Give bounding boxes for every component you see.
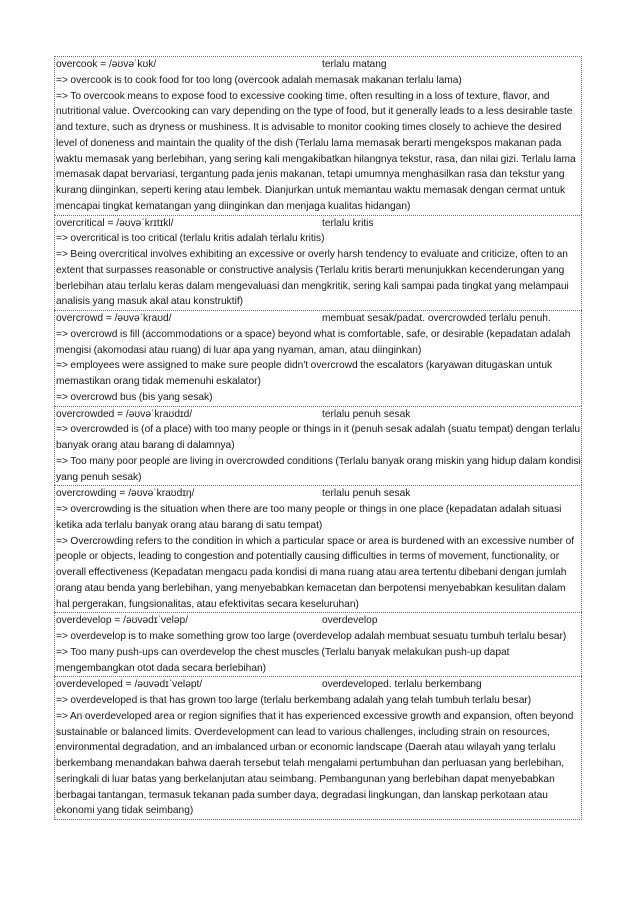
entry-definition: => overcrowding is the situation when there are too many people or things in one place (kepadatan adalah situasi ketika ada terlalu banyak orang atau barang di satu tempat): [56, 504, 562, 531]
entry-term: overcrowd = /əʊvəˈkraʊd/: [56, 313, 172, 324]
entry-overdevelop: [54, 612, 582, 676]
entry-overcook: [54, 56, 582, 215]
entry-term: overcritical = /əʊvəˈkrɪtɪkl/: [56, 217, 174, 229]
entry-meaning: membuat sesak/padat. overcrowded terlalu penuh.: [322, 313, 551, 324]
entry-overcrowded: [54, 406, 582, 486]
entry-header: [56, 311, 581, 327]
entry-term: overcrowded = /əʊvəˈkraʊdɪd/: [56, 408, 193, 420]
entry-example: => overcrowd bus (bis yang sesak): [56, 391, 213, 403]
entry-example: => Too many push-ups can overdevelop the chest muscles (Terlalu banyak melakukan push-up dapat mengembangkan otot dada secara berlebihan): [56, 646, 510, 674]
entry-meaning: terlalu kritis: [322, 217, 374, 229]
entry-definition: => overdeveloped is that has grown too large (terlalu berkembang adalah yang telah tumbuh terlalu besar): [56, 695, 532, 706]
entry-definition: => overdevelop is to make something grow too large (overdevelop adalah membuat sesuatu tumbuh terlalu besar): [56, 631, 567, 642]
entry-definition: => overcritical is too critical (terlalu kritis adalah terlalu kritis): [56, 233, 325, 245]
entry-example: => Too many poor people are living in overcrowded conditions (Terlalu banyak orang miskin yang hidup dalam kondisi yang penuh sesak): [56, 455, 581, 483]
entry-definition: => overcrowd is fill (accommodations or a space) beyond what is comfortable, safe, or desirable (kepadatan adalah mengisi (akomodasi atau ruang) di luar apa yang nyaman, aman, atau diinginkan): [56, 328, 571, 356]
entry-meaning: terlalu penuh sesak: [322, 408, 411, 420]
entry-example: => employees were assigned to make sure people didn't overcrowd the escalators (karyawan ditugaskan untuk memastikan orang tidak memenuhi eskalator): [56, 360, 553, 387]
entry-explanation: => Overcrowding refers to the condition in which a particular space or area is burdened with an excessive number of people or objects, leading to congestion and potentially causing difficulties in terms of movement, functionality, or overall effectiveness (Kepadatan mengacu pada kondisi di mana ruang atau area tertentu dibebani dengan jumlah orang atau benda yang berlebihan, yang menyebabkan kemacetan dan berpotensi menyebabkan kesulitan dalam hal pergerakan, fungsionalitas, atau efektivitas secara keseluruhan): [56, 535, 575, 610]
entry-definition: => overcook is to cook food for too long (overcook adalah memasak makanan terlalu lama): [56, 74, 462, 86]
entry-header: [56, 677, 581, 693]
entry-explanation: => To overcook means to expose food to excessive cooking time, often resulting in a loss of texture, flavor, and nutritional value. Overcooking can vary depending on the type of food, but it generally leads to a less desirable taste and texture, such as dryness or mushiness. It is advisable to monitor cooking times closely to achieve the desired level of doneness and maintain the quality of the dish (Terlalu lama memasak berarti mengekspos makanan pada waktu memasak yang berlebihan, yang sering kali mengakibatkan hilangnya tekstur, rasa, dan nilai gizi. Terlalu lama memasak dapat bervariasi, tergantung pada jenis makanan, tetapi umumnya menghasilkan rasa dan tekstur yang kurang diinginkan, seperti kering atau lembek. Dianjurkan untuk memantau waktu memasak dengan cermat untuk mencapai tingkat kematangan yang diinginkan dan menjaga kualitas hidangan): [56, 90, 576, 212]
entry-term: overcook = /əʊvəˈkʊk/: [56, 59, 157, 70]
entry-meaning: overdeveloped. terlalu berkembang: [322, 679, 482, 691]
entry-overcritical: [54, 215, 582, 311]
entry-term: overdeveloped = /əʊvədɪˈveləpt/: [56, 679, 203, 691]
entry-header: [56, 216, 581, 232]
entry-term: overdevelop = /əʊvədɪˈveləp/: [56, 615, 189, 627]
vocabulary-page: [54, 56, 582, 820]
entry-explanation: => Being overcritical involves exhibiting an excessive or overly harsh tendency to evaluate and criticize, often to an extent that surpasses reasonable or constructive analysis (Terlalu kritis berarti menunjukkan kecenderungan yang berlebihan atau terlalu keras dalam mengevaluasi dan mengkritik, sering kali sampai pada tingkat yang melampaui analisis yang masuk akal atau konstruktif): [56, 249, 569, 308]
entry-header: [56, 613, 581, 629]
entry-meaning: terlalu penuh sesak: [322, 488, 411, 500]
entry-overcrowding: [54, 485, 582, 612]
entry-header: [56, 486, 581, 502]
entry-definition: => overcrowded is (of a place) with too many people or things in it (penuh sesak adalah (suatu tempat) dengan terlalu banyak orang atau barang di dalamnya): [56, 424, 581, 451]
entry-term: overcrowding = /əʊvəˈkraʊdɪŋ/: [56, 488, 195, 500]
entry-header: [56, 407, 581, 423]
entry-explanation: => An overdeveloped area or region signifies that it has experienced excessive growth and expansion, often beyond sustainable or balanced limits. Overdevelopment can lead to various challenges, including strain on resources, environmental degradation, and an imbalanced urban or economic landscape (Daerah atau wilayah yang terlalu berkembang menandakan bahwa daerah tersebut telah mengalami pertumbuhan dan perluasan yang berlebihan, seringkali di luar batas yang berkelanjutan atau seimbang. Pembangunan yang berlebihan dapat menyebabkan berbagai tantangan, termasuk tekanan pada sumber daya, degradasi lingkungan, dan lanskap perkotaan atau ekonomi yang tidak seimbang): [56, 710, 574, 817]
entry-meaning: terlalu matang: [322, 59, 387, 70]
entry-header: [56, 57, 581, 73]
entry-overcrowd: [54, 310, 582, 406]
entry-meaning: overdevelop: [322, 615, 378, 627]
entry-overdeveloped: [54, 676, 582, 820]
